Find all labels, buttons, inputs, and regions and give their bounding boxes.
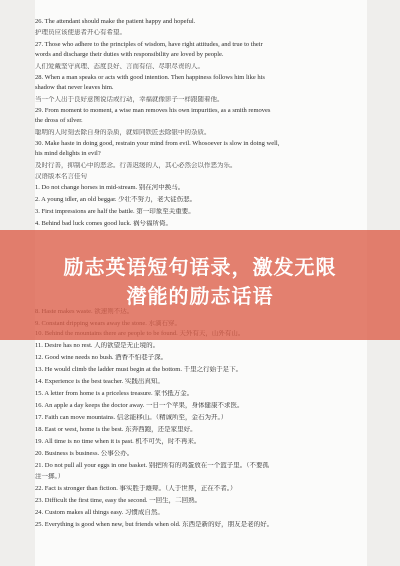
doc-line: his mind delights in evil? (35, 150, 101, 157)
doc-line: 23. Difficult the first time, easy the second. 一回生，二回熟。 (35, 497, 202, 504)
doc-line: 26. The attendant should make the patient happy and hopeful. (35, 18, 196, 25)
banner-title-line1: 励志英语短句语录，激发无限 (63, 255, 337, 279)
doc-line: 21. Do not pull all your eggs in one basket. 别把所有的鸡蛋放在一个篮子里。（不要孤 (35, 462, 269, 469)
doc-line: 及时行善，抑制心中的恶念。行善迟缓的人，其心必然会以作恶为乐。 (35, 162, 237, 169)
doc-line: 20. Business is business. 公事公办。 (35, 450, 134, 457)
doc-line: 22. Fact is stronger than fiction. 事实胜于雄辩。（人于世界，正在不者。） (35, 485, 237, 492)
doc-line: 19. All time is no time when it is past. 机不可失，时不再来。 (35, 438, 201, 445)
doc-line: 11. Desire has no rest. 人的欲望是无止境的。 (35, 342, 160, 349)
doc-line: 注一掷。） (35, 473, 65, 480)
doc-line: 3. First impressions are half the battle. 第一印象至关重要。 (35, 208, 195, 215)
doc-line: 18. East or west, home is the best. 东奔西跑，还是家里好。 (35, 426, 197, 433)
banner-title (0, 253, 400, 311)
doc-line: 聪明的人时刻去除自身的杂质，就如同铁匠去除银中的杂质。 (35, 129, 211, 136)
doc-line: 人们爱戴坚守真理、态度良好、言而有信、尽职尽责的人。 (35, 63, 204, 70)
doc-line: 14. Experience is the best teacher. 实践出真知。 (35, 378, 164, 385)
doc-line: the dross of silver. (35, 117, 83, 124)
doc-line: 1. Do not change horses in mid-stream. 别在河中换马。 (35, 184, 185, 191)
doc-line: 30. Make haste in doing good, restrain your mind from evil. Whosoever is slow in doing well, (35, 140, 280, 147)
doc-line: words and discharge their duties with responsibility are loved by people. (35, 51, 224, 58)
doc-line: 当一个人出于良好意图说话或行动，幸福就像影子一样跟随着他。 (35, 96, 224, 103)
doc-line: shadow that never leaves him. (35, 84, 114, 91)
section-heading: 汉语版本名言佳句 (35, 173, 87, 180)
doc-line: 12. Good wine needs no bush. 酒香不怕巷子深。 (35, 354, 168, 361)
doc-line: 2. A young idler, an old beggar. 少壮不努力，老大徒伤悲。 (35, 196, 197, 203)
doc-line: 护理员应该使患者开心有希望。 (35, 29, 126, 36)
doc-line: 28. When a man speaks or acts with good intention. Then happiness follows him like his (35, 74, 265, 81)
doc-line: 17. Faith can move mountains. 信念能移山。（精诚所至，金石为开。） (35, 414, 228, 421)
doc-line: 4. Behind bad luck comes good luck. 祸兮福所倚。 (35, 220, 173, 227)
doc-line: 15. A letter from home is a priceless treasure. 家书抵万金。 (35, 390, 194, 397)
doc-line: 29. From moment to moment, a wise man removes his own impurities, as a smith removes (35, 107, 271, 114)
doc-line: 24. Custom makes all things easy. 习惯成自然。 (35, 509, 164, 516)
banner-title-line2: 潜能的励志话语 (126, 284, 274, 308)
doc-line: 16. An apple a day keeps the doctor away. 一日一个苹果，身体健康不求医。 (35, 402, 244, 409)
doc-line: 27. Those who adhere to the principles of wisdom, have right attitudes, and true to their (35, 41, 263, 48)
doc-line: 25. Everything is good when new, but friends when old. 东西是新的好，朋友是老的好。 (35, 521, 274, 528)
doc-line: 13. He would climb the ladder must begin at the bottom. 千里之行始于足下。 (35, 366, 243, 373)
